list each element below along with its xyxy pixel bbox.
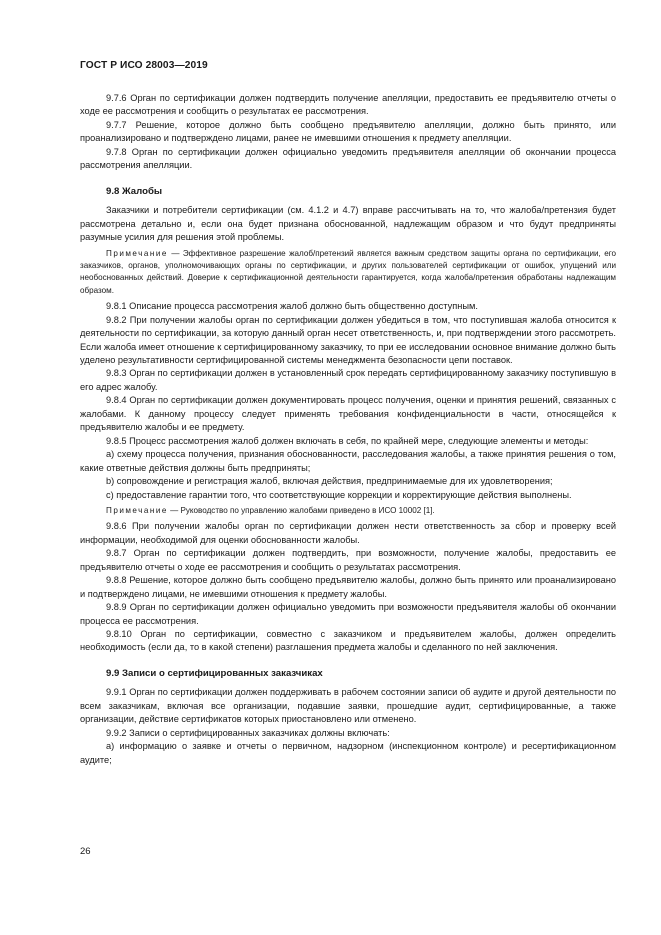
list-item-a-2: а) информацию о заявке и отчеты о первичном, надзорном (инспекционном контроле) и ресертификационном аудите; xyxy=(80,741,616,765)
clause-9-9-2: 9.9.2 Записи о сертифицированных заказчиках должны включать: xyxy=(106,727,390,738)
section-heading-9-9: 9.9 Записи о сертифицированных заказчиках xyxy=(106,667,323,679)
list-item-c: с) предоставление гарантии того, что соответствующие коррекции и корректирующие действия выполнены. xyxy=(106,489,572,500)
clause-9-8-8: 9.8.8 Решение, которое должно быть сообщено предъявителю жалобы, должно быть принято или проанализировано и подтверждено лицами, не имевшими отношения к предмету жалобы. xyxy=(80,575,616,599)
note-text: — Эффективное разрешение жалоб/претензий является важным средством защиты органа по сертификации, его заказчиков, органов, уполномочивающих органы по сертификации, и других пользователей сертификации от ошибок, упущений или необоснованных действий. Доверие к сертификационной деятельности гарантируется, когда жалоба/претензия обработаны надлежащим образом. xyxy=(80,248,616,295)
clause-9-8-5: 9.8.5 Процесс рассмотрения жалоб должен включать в себя, по крайней мере, следующие элементы и методы: xyxy=(106,435,589,446)
clause-9-7-6: 9.7.6 Орган по сертификации должен подтвердить получение апелляции, предоставить ее предъявителю отчеты о ходе ее рассмотрения и сообщить о результатах ее рассмотрения. xyxy=(80,93,616,117)
note-label: Примечание xyxy=(106,248,168,258)
clause-9-8-3: 9.8.3 Орган по сертификации должен в установленный срок передать сертифицированному заказчику поступившую в его адрес жалобу. xyxy=(80,368,616,392)
clause-9-7-7: 9.7.7 Решение, которое должно быть сообщено предъявителю апелляции, должно быть принято, или проанализировано и подтверждено лицами, ранее не имевшими отношения к предмету апелляции. xyxy=(80,119,616,144)
section-9-8-intro: Заказчики и потребители сертификации (см. 4.1.2 и 4.7) вправе рассчитывать на то, что жалоба/претензия будет рассмотрена детально и, если она будет признана обоснованной, надлежащим образом и что будут предприняты разумные усилия для решения этой проблемы. xyxy=(80,205,616,243)
list-item-b: b) сопровождение и регистрация жалоб, включая действия, предпринимаемые для их удовлетворения; xyxy=(106,476,553,487)
clause-9-8-2: 9.8.2 При получении жалобы орган по сертификации должен убедиться в том, что поступившая жалоба относится к деятельности по сертификации, за которую данный орган несет ответственность, и, при подтверждении этого рассмотреть. Если жалоба имеет отношение к сертифицированному заказчику, то при ее исследовании основное внимание должно быть уделено результативности сертифицированной системы менеджмента безопасности цепи поставок. xyxy=(80,314,616,365)
note-text: — Руководство по управлению жалобами приведено в ИСО 10002 [1]. xyxy=(170,505,435,515)
page-number: 26 xyxy=(80,846,91,857)
clause-9-7-8: 9.7.8 Орган по сертификации должен официально уведомить предъявителя апелляции об окончании процесса рассмотрения апелляции. xyxy=(80,146,616,171)
clause-9-8-10: 9.8.10 Орган по сертификации, совместно с заказчиком и предъявителем жалобы, должен определить необходимость (если да, то в какой степени) разглашения предмета жалобы и сделанного по ней заключения. xyxy=(80,628,616,653)
clause-9-9-1: 9.9.1 Орган по сертификации должен поддерживать в рабочем состоянии записи об аудите и другой деятельности по всем заказчикам, включая все организации, подавшие заявки, прошедшие аудит, сертифицированные, а также организации, действие сертификатов которых приостановлено или отменено. xyxy=(80,687,616,725)
document-body xyxy=(80,92,616,767)
clause-9-8-7: 9.8.7 Орган по сертификации должен подтвердить, при возможности, получение жалобы, предоставить ее предъявителю отчеты о ходе ее рассмотрения и сообщить о результатах рассмотрения. xyxy=(80,548,616,572)
note-1 xyxy=(80,248,616,298)
document-header: ГОСТ Р ИСО 28003—2019 xyxy=(80,60,208,71)
clause-9-8-1: 9.8.1 Описание процесса рассмотрения жалоб должно быть общественно доступным. xyxy=(106,301,478,312)
clause-9-8-9: 9.8.9 Орган по сертификации должен официально уведомить при возможности предъявителя жалобы об окончании процесса ее рассмотрения. xyxy=(80,602,616,626)
clause-9-8-6: 9.8.6 При получении жалобы орган по сертификации должен нести ответственность за сбор и проверку всей информации, необходимой для оценки обоснованности жалобы. xyxy=(80,521,616,545)
list-item-a: а) схему процесса получения, признания обоснованности, расследования жалобы, а также принятия решения о том, какие ответные действия должны быть предприняты; xyxy=(80,449,616,473)
clause-9-8-4: 9.8.4 Орган по сертификации должен документировать процесс получения, оценки и принятия решений, связанных с жалобами. К данному процессу следует применять требования конфиденциальности в части, относящейся к предъявителю жалобы и ее предмету. xyxy=(80,395,616,433)
note-label: Примечание xyxy=(106,505,168,515)
section-heading-9-8: 9.8 Жалобы xyxy=(106,185,163,197)
note-2 xyxy=(80,505,616,517)
